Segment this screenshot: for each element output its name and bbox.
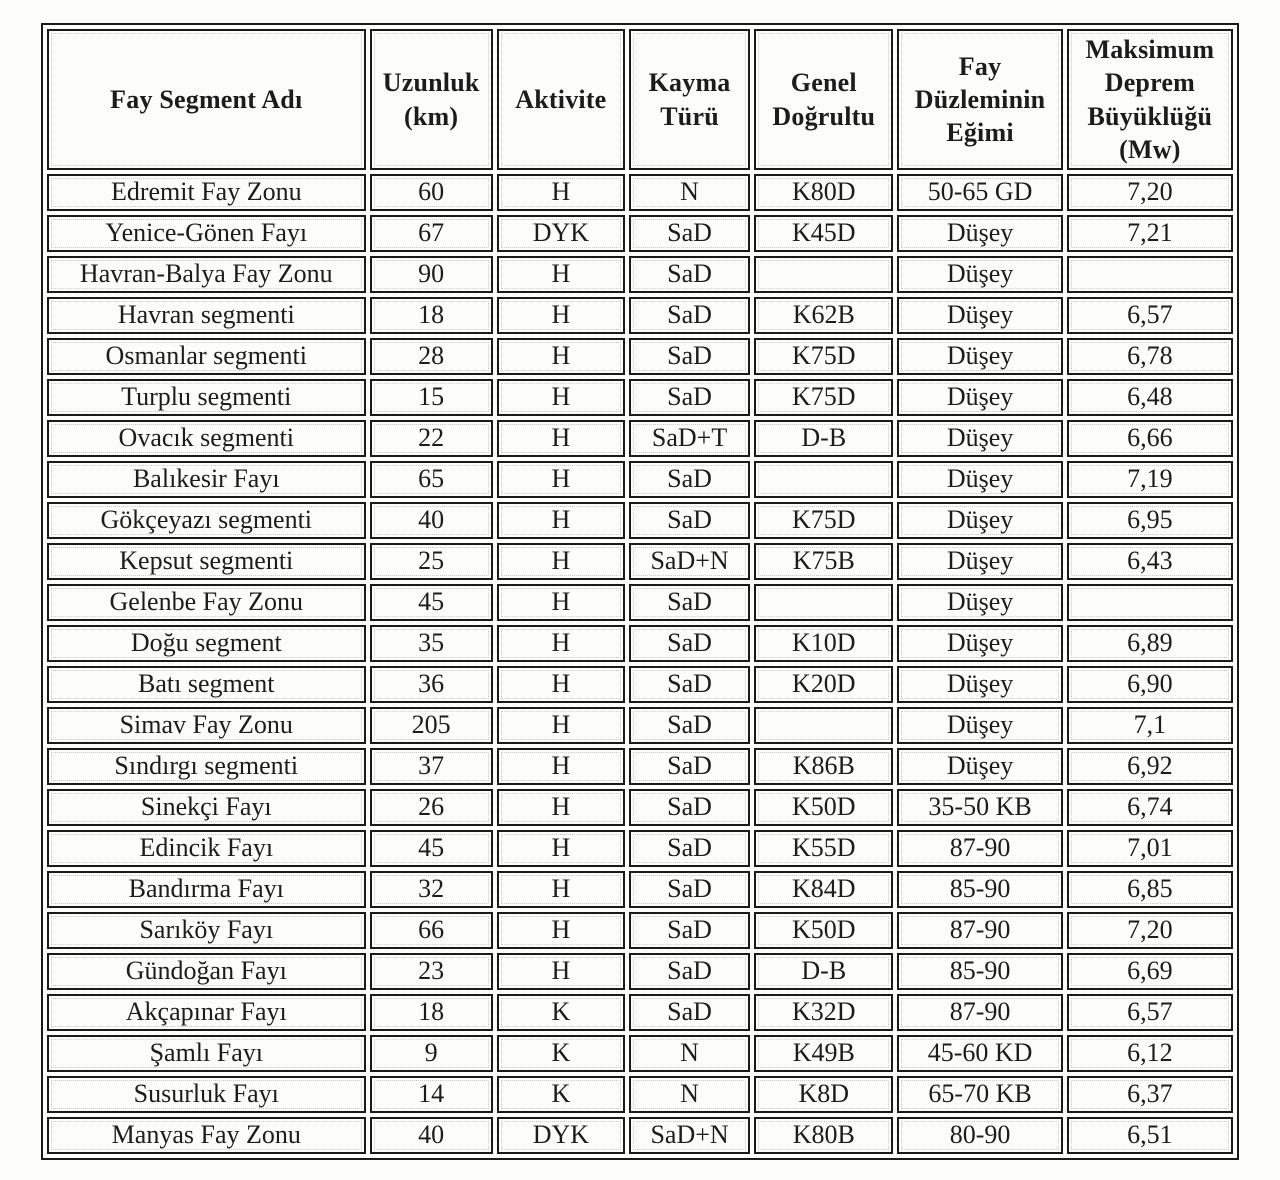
data-cell: Düşey — [897, 256, 1062, 293]
fault-name-cell: Edincik Fayı — [47, 830, 366, 867]
fault-name-cell: Gelenbe Fay Zonu — [47, 584, 366, 621]
data-cell — [754, 707, 893, 744]
data-cell: Düşey — [897, 338, 1062, 375]
data-cell: SaD — [629, 338, 750, 375]
fault-name-cell: Kepsut segmenti — [47, 543, 366, 580]
table-row — [47, 1076, 1233, 1113]
data-cell: 7,1 — [1067, 707, 1233, 744]
data-cell: SaD+N — [629, 1117, 750, 1154]
data-cell: 6,57 — [1067, 994, 1233, 1031]
table-row — [47, 215, 1233, 252]
data-cell: K20D — [754, 666, 893, 703]
data-cell: 85-90 — [897, 871, 1062, 908]
table-row — [47, 584, 1233, 621]
data-cell: K75D — [754, 338, 893, 375]
data-cell: H — [497, 420, 625, 457]
table-body — [47, 174, 1233, 1154]
data-cell: SaD — [629, 953, 750, 990]
data-cell: SaD — [629, 256, 750, 293]
table-row — [47, 379, 1233, 416]
column-header: Genel Doğrultu — [754, 29, 893, 170]
data-cell: 65-70 KB — [897, 1076, 1062, 1113]
data-cell: H — [497, 379, 625, 416]
data-cell: 60 — [370, 174, 493, 211]
data-cell: H — [497, 502, 625, 539]
data-cell: K80D — [754, 174, 893, 211]
data-cell: SaD — [629, 297, 750, 334]
data-cell: SaD — [629, 625, 750, 662]
data-cell: 7,21 — [1067, 215, 1233, 252]
column-header: Kayma Türü — [629, 29, 750, 170]
data-cell: H — [497, 543, 625, 580]
column-header: Aktivite — [497, 29, 625, 170]
data-cell: N — [629, 1076, 750, 1113]
data-cell: 22 — [370, 420, 493, 457]
data-cell: 6,57 — [1067, 297, 1233, 334]
data-cell — [1067, 584, 1233, 621]
data-cell: K10D — [754, 625, 893, 662]
fault-name-cell: Havran segmenti — [47, 297, 366, 334]
data-cell: 6,66 — [1067, 420, 1233, 457]
data-cell: H — [497, 666, 625, 703]
data-cell: Düşey — [897, 297, 1062, 334]
data-cell: N — [629, 1035, 750, 1072]
data-cell: 6,85 — [1067, 871, 1233, 908]
table-row — [47, 666, 1233, 703]
column-header: Maksimum Deprem Büyüklüğü (Mw) — [1067, 29, 1233, 170]
data-cell: SaD — [629, 666, 750, 703]
data-cell: 15 — [370, 379, 493, 416]
data-cell: 18 — [370, 297, 493, 334]
data-cell: 80-90 — [897, 1117, 1062, 1154]
fault-name-cell: Gündoğan Fayı — [47, 953, 366, 990]
data-cell: D-B — [754, 953, 893, 990]
fault-name-cell: Sinekçi Fayı — [47, 789, 366, 826]
data-cell: 40 — [370, 1117, 493, 1154]
table-row — [47, 1035, 1233, 1072]
data-cell: 6,43 — [1067, 543, 1233, 580]
data-cell: H — [497, 174, 625, 211]
data-cell: 87-90 — [897, 830, 1062, 867]
fault-name-cell: Ovacık segmenti — [47, 420, 366, 457]
table-row — [47, 953, 1233, 990]
data-cell: 6,74 — [1067, 789, 1233, 826]
data-cell: K86B — [754, 748, 893, 785]
table-row — [47, 912, 1233, 949]
data-cell: Düşey — [897, 666, 1062, 703]
data-cell: H — [497, 912, 625, 949]
data-cell: H — [497, 625, 625, 662]
data-cell: 7,01 — [1067, 830, 1233, 867]
data-cell — [754, 256, 893, 293]
data-cell: 67 — [370, 215, 493, 252]
data-cell: 35-50 KB — [897, 789, 1062, 826]
table-row — [47, 543, 1233, 580]
data-cell: K49B — [754, 1035, 893, 1072]
table-row — [47, 174, 1233, 211]
data-cell: H — [497, 871, 625, 908]
data-cell: SaD — [629, 379, 750, 416]
column-header: Fay Segment Adı — [47, 29, 366, 170]
data-cell: DYK — [497, 215, 625, 252]
data-cell: H — [497, 297, 625, 334]
table-row — [47, 338, 1233, 375]
table-row — [47, 789, 1233, 826]
data-cell: H — [497, 338, 625, 375]
data-cell: 9 — [370, 1035, 493, 1072]
data-cell: 14 — [370, 1076, 493, 1113]
data-cell: 45 — [370, 830, 493, 867]
data-cell: Düşey — [897, 420, 1062, 457]
fault-name-cell: Edremit Fay Zonu — [47, 174, 366, 211]
data-cell: K84D — [754, 871, 893, 908]
data-cell: K62B — [754, 297, 893, 334]
data-cell: 28 — [370, 338, 493, 375]
data-cell: 7,20 — [1067, 174, 1233, 211]
data-cell: SaD — [629, 215, 750, 252]
table-row — [47, 871, 1233, 908]
data-cell: K32D — [754, 994, 893, 1031]
data-cell: 50-65 GD — [897, 174, 1062, 211]
data-cell: 35 — [370, 625, 493, 662]
data-cell: SaD — [629, 912, 750, 949]
data-cell: 90 — [370, 256, 493, 293]
fault-name-cell: Osmanlar segmenti — [47, 338, 366, 375]
data-cell: H — [497, 584, 625, 621]
data-cell: 205 — [370, 707, 493, 744]
table-row — [47, 625, 1233, 662]
table-row — [47, 748, 1233, 785]
data-cell: 6,51 — [1067, 1117, 1233, 1154]
data-cell: H — [497, 707, 625, 744]
data-cell: 37 — [370, 748, 493, 785]
data-cell: 87-90 — [897, 994, 1062, 1031]
data-cell: K75D — [754, 502, 893, 539]
data-cell: SaD — [629, 461, 750, 498]
fault-name-cell: Balıkesir Fayı — [47, 461, 366, 498]
fault-name-cell: Turplu segmenti — [47, 379, 366, 416]
data-cell: Düşey — [897, 625, 1062, 662]
table-row — [47, 461, 1233, 498]
data-cell: K50D — [754, 912, 893, 949]
fault-name-cell: Manyas Fay Zonu — [47, 1117, 366, 1154]
data-cell: SaD — [629, 789, 750, 826]
fault-name-cell: Şamlı Fayı — [47, 1035, 366, 1072]
table-row — [47, 707, 1233, 744]
data-cell: 6,69 — [1067, 953, 1233, 990]
fault-name-cell: Yenice-Gönen Fayı — [47, 215, 366, 252]
column-header: Fay Düzleminin Eğimi — [897, 29, 1062, 170]
data-cell: 7,19 — [1067, 461, 1233, 498]
data-cell — [1067, 256, 1233, 293]
table-row — [47, 420, 1233, 457]
table-header — [47, 29, 1233, 170]
table-row — [47, 502, 1233, 539]
data-cell: 25 — [370, 543, 493, 580]
fault-name-cell: Havran-Balya Fay Zonu — [47, 256, 366, 293]
data-cell: 7,20 — [1067, 912, 1233, 949]
data-cell: SaD — [629, 584, 750, 621]
data-cell: K75B — [754, 543, 893, 580]
data-cell: SaD — [629, 994, 750, 1031]
table-row — [47, 1117, 1233, 1154]
fault-name-cell: Sarıköy Fayı — [47, 912, 366, 949]
column-header: Uzunluk (km) — [370, 29, 493, 170]
data-cell: 23 — [370, 953, 493, 990]
data-cell: Düşey — [897, 461, 1062, 498]
data-cell: 6,89 — [1067, 625, 1233, 662]
fault-name-cell: Sındırgı segmenti — [47, 748, 366, 785]
data-cell: 6,37 — [1067, 1076, 1233, 1113]
data-cell: SaD — [629, 830, 750, 867]
data-cell: 6,92 — [1067, 748, 1233, 785]
table-row — [47, 830, 1233, 867]
data-cell: 65 — [370, 461, 493, 498]
fault-segments-table — [41, 23, 1239, 1160]
fault-name-cell: Doğu segment — [47, 625, 366, 662]
table-row — [47, 256, 1233, 293]
fault-name-cell: Susurluk Fayı — [47, 1076, 366, 1113]
data-cell: 40 — [370, 502, 493, 539]
data-cell: 6,78 — [1067, 338, 1233, 375]
data-cell: K45D — [754, 215, 893, 252]
data-cell: H — [497, 953, 625, 990]
data-cell: SaD — [629, 707, 750, 744]
data-cell: 45-60 KD — [897, 1035, 1062, 1072]
data-cell: 87-90 — [897, 912, 1062, 949]
data-cell: K — [497, 1076, 625, 1113]
data-cell: K — [497, 1035, 625, 1072]
data-cell: 66 — [370, 912, 493, 949]
data-cell: 85-90 — [897, 953, 1062, 990]
data-cell: DYK — [497, 1117, 625, 1154]
data-cell: Düşey — [897, 502, 1062, 539]
data-cell: 6,95 — [1067, 502, 1233, 539]
data-cell: SaD+N — [629, 543, 750, 580]
data-cell: 32 — [370, 871, 493, 908]
data-cell: Düşey — [897, 543, 1062, 580]
data-cell: 6,12 — [1067, 1035, 1233, 1072]
data-cell: 18 — [370, 994, 493, 1031]
data-cell: K75D — [754, 379, 893, 416]
fault-name-cell: Gökçeyazı segmenti — [47, 502, 366, 539]
data-cell: K — [497, 994, 625, 1031]
data-cell: SaD — [629, 748, 750, 785]
data-cell: 26 — [370, 789, 493, 826]
data-cell — [754, 584, 893, 621]
data-cell: 6,48 — [1067, 379, 1233, 416]
data-cell: 36 — [370, 666, 493, 703]
data-cell: Düşey — [897, 707, 1062, 744]
data-cell: K55D — [754, 830, 893, 867]
data-cell: Düşey — [897, 215, 1062, 252]
data-cell: 45 — [370, 584, 493, 621]
data-cell: 6,90 — [1067, 666, 1233, 703]
fault-name-cell: Simav Fay Zonu — [47, 707, 366, 744]
data-cell: H — [497, 789, 625, 826]
data-cell: H — [497, 461, 625, 498]
data-cell: H — [497, 748, 625, 785]
data-cell: D-B — [754, 420, 893, 457]
data-cell: H — [497, 830, 625, 867]
fault-name-cell: Bandırma Fayı — [47, 871, 366, 908]
data-cell: H — [497, 256, 625, 293]
data-cell: K8D — [754, 1076, 893, 1113]
data-cell: Düşey — [897, 748, 1062, 785]
data-cell: Düşey — [897, 584, 1062, 621]
table-row — [47, 994, 1233, 1031]
data-cell: SaD+T — [629, 420, 750, 457]
data-cell — [754, 461, 893, 498]
fault-name-cell: Akçapınar Fayı — [47, 994, 366, 1031]
data-cell: K80B — [754, 1117, 893, 1154]
table-row — [47, 297, 1233, 334]
data-cell: SaD — [629, 502, 750, 539]
data-cell: Düşey — [897, 379, 1062, 416]
data-cell: N — [629, 174, 750, 211]
data-cell: SaD — [629, 871, 750, 908]
data-cell: K50D — [754, 789, 893, 826]
fault-name-cell: Batı segment — [47, 666, 366, 703]
header-row — [47, 29, 1233, 170]
